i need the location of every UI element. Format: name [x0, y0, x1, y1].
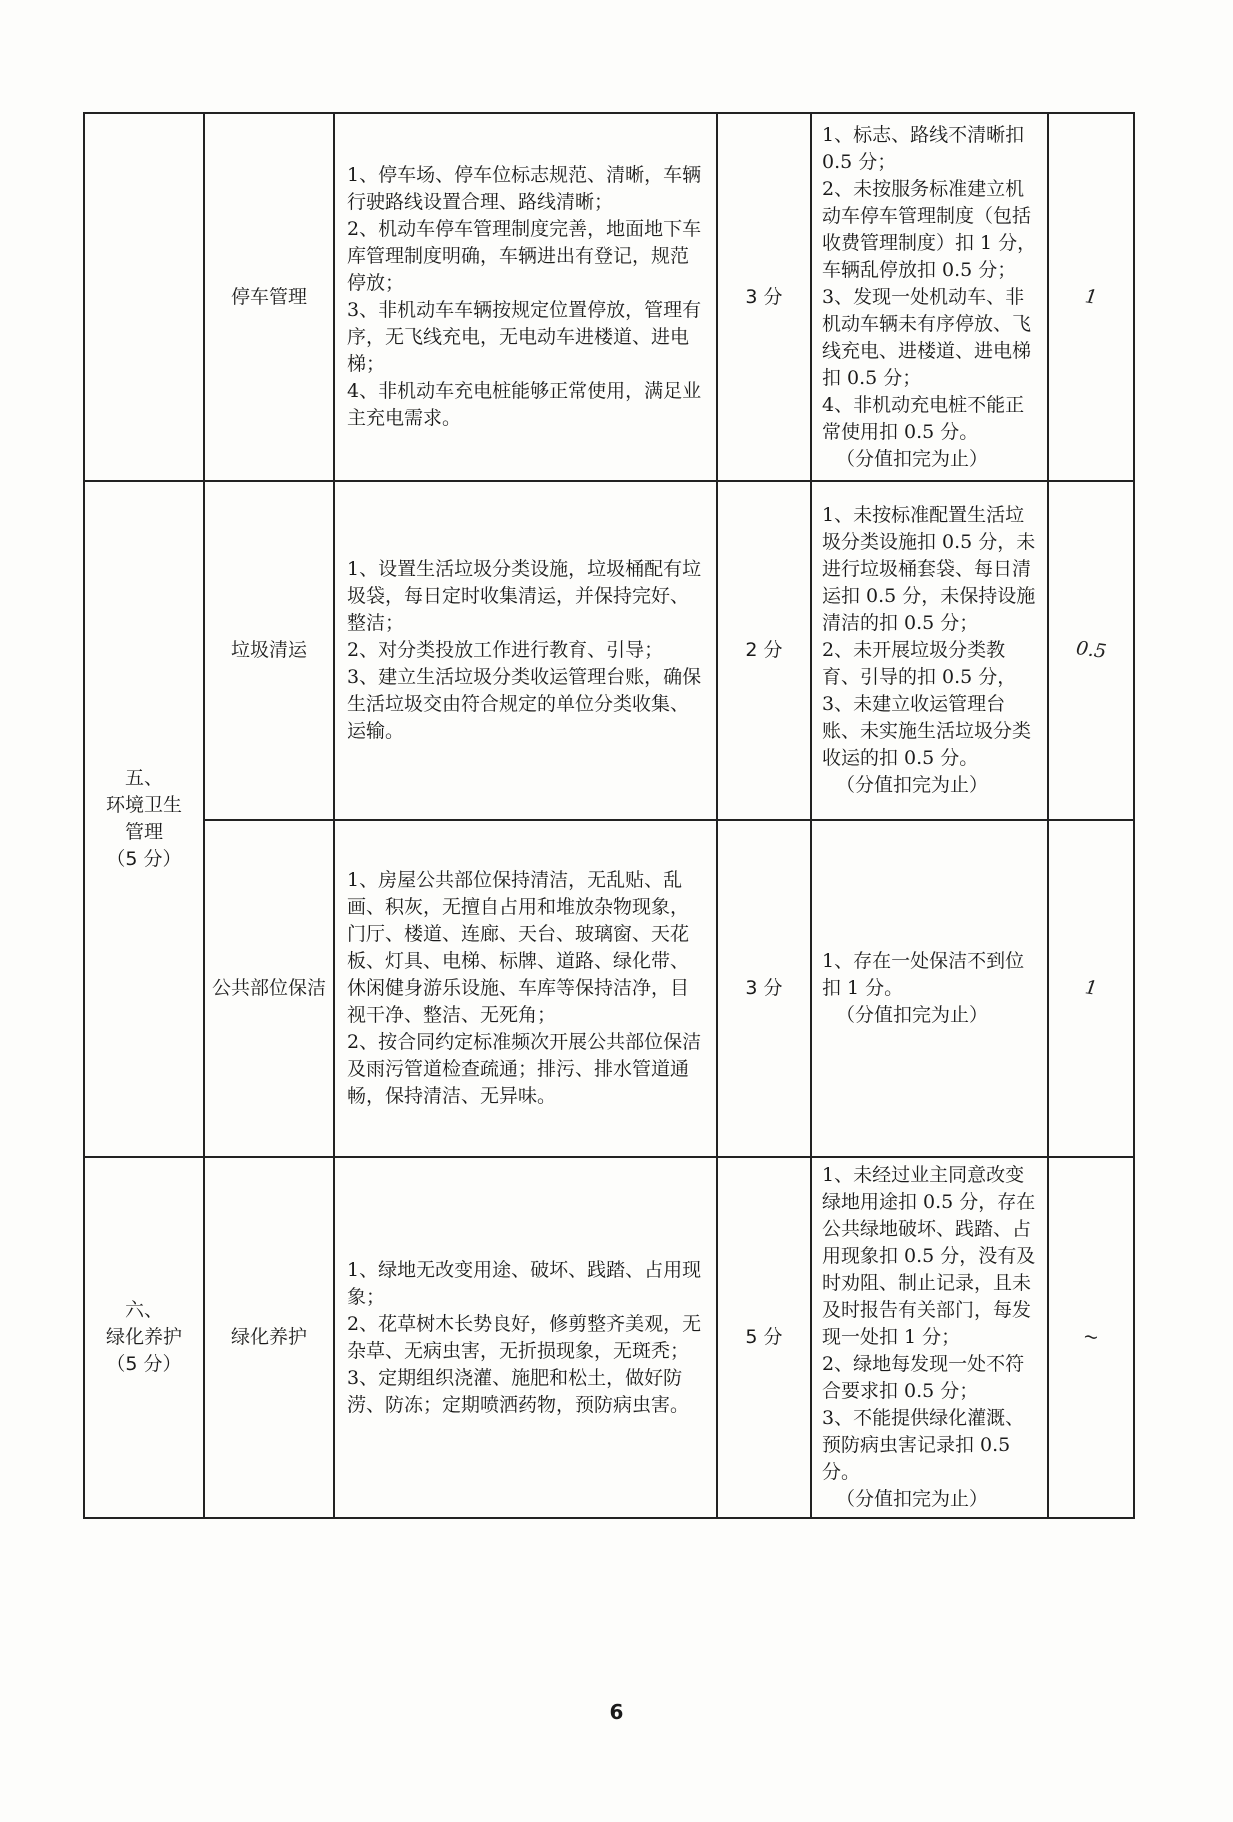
handwritten-score: 1	[1048, 820, 1134, 1157]
item-name: 停车管理	[204, 113, 334, 481]
category-points: （5 分）	[106, 848, 182, 870]
deduction-line: 1、标志、路线不清晰扣 0.5 分；	[822, 123, 1025, 173]
item-name: 绿化养护	[204, 1157, 334, 1518]
standard-line: 2、花草树木长势良好，修剪整齐美观，无杂草、无病虫害，无折损现象，无斑秃；	[347, 1312, 702, 1362]
category-name: 绿化养护	[105, 1326, 182, 1348]
item-name: 公共部位保洁	[204, 820, 334, 1157]
standard-line: 2、机动车停车管理制度完善，地面地下车库管理制度明确，车辆进出有登记，规范停放；	[347, 218, 702, 294]
deduction-line: 3、未建立收运管理台账、未实施生活垃圾分类收运的扣 0.5 分。	[822, 693, 1032, 769]
deduction-note: （分值扣完为止）	[836, 774, 989, 796]
deduction-cell	[811, 481, 1048, 820]
standard-cell	[334, 481, 717, 820]
table-row	[84, 820, 1134, 1157]
deduction-note: （分值扣完为止）	[836, 447, 989, 470]
deduction-line: 1、未经过业主同意改变绿地用途扣 0.5 分，存在公共绿地破坏、践踏、占用现象扣 0.5 分，没有及时劝阻、制止记录，且未及时报告有关部门，每发现一处扣 1 分；	[822, 1164, 1036, 1348]
deduction-cell	[811, 113, 1048, 481]
page-number: 6	[609, 1700, 624, 1724]
deduction-line: 4、非机动充电桩不能正常使用扣 0.5 分。	[822, 393, 1025, 443]
deduction-line: 2、绿地每发现一处不符合要求扣 0.5 分；	[822, 1353, 1025, 1402]
category-number: 六、	[124, 1299, 163, 1321]
points-cell: 3 分	[717, 113, 811, 481]
category-cell-greening	[84, 1157, 204, 1518]
standard-line: 1、停车场、停车位标志规范、清晰，车辆行驶路线设置合理、路线清晰；	[347, 164, 702, 213]
standard-cell	[334, 820, 717, 1157]
points-cell: 2 分	[717, 481, 811, 820]
standard-line: 3、定期组织浇灌、施肥和松土，做好防涝、防冻；定期喷洒药物，预防病虫害。	[347, 1366, 690, 1416]
standard-line: 1、设置生活垃圾分类设施，垃圾桶配有垃圾袋，每日定时收集清运，并保持完好、整洁；	[347, 558, 702, 634]
scoring-table	[83, 112, 1135, 1519]
deduction-line: 2、未按服务标准建立机动车停车管理制度（包括收费管理制度）扣 1 分，车辆乱停放扣 0.5 分；	[822, 177, 1037, 281]
deduction-line: 3、发现一处机动车、非机动车辆未有序停放、飞线充电、进楼道、进电梯扣 0.5 分；	[822, 285, 1032, 389]
points-cell: 5 分	[717, 1157, 811, 1518]
deduction-line: 2、未开展垃圾分类教育、引导的扣 0.5 分，	[822, 639, 1017, 688]
item-name: 垃圾清运	[204, 481, 334, 820]
category-cell-empty	[84, 113, 204, 481]
points-cell: 3 分	[717, 820, 811, 1157]
table-row	[84, 481, 1134, 820]
deduction-cell	[811, 1157, 1048, 1518]
handwritten-score: 0.5	[1048, 481, 1134, 820]
category-name: 环境卫生	[105, 794, 182, 816]
handwritten-score: ~	[1048, 1157, 1134, 1518]
handwritten-score: 1	[1048, 113, 1134, 481]
standard-line: 1、房屋公共部位保持清洁，无乱贴、乱画、积灰，无擅自占用和堆放杂物现象，门厅、楼道、连廊、天台、玻璃窗、天花板、灯具、电梯、标牌、道路、绿化带、休闲健身游乐设施、车库等保持洁净，目视干净、整洁、无死角；	[347, 869, 690, 1026]
category-cell-environment	[84, 481, 204, 1157]
standard-cell	[334, 113, 717, 481]
category-number: 五、	[124, 767, 163, 789]
deduction-note: （分值扣完为止）	[836, 1004, 989, 1026]
table-row	[84, 1157, 1134, 1518]
standard-line: 2、对分类投放工作进行教育、引导；	[347, 639, 664, 661]
deduction-line: 3、不能提供绿化灌溉、预防病虫害记录扣 0.5 分。	[822, 1407, 1025, 1483]
category-points: （5 分）	[106, 1353, 182, 1375]
standard-line: 4、非机动车充电桩能够正常使用，满足业主充电需求。	[347, 380, 702, 429]
standard-line: 2、按合同约定标准频次开展公共部位保洁及雨污管道检查疏通；排污、排水管道通畅，保持清洁、无异味。	[347, 1031, 702, 1107]
deduction-note: （分值扣完为止）	[836, 1488, 989, 1510]
standard-line: 3、非机动车车辆按规定位置停放，管理有序，无飞线充电，无电动车进楼道、进电梯；	[347, 299, 702, 375]
table-row	[84, 113, 1134, 481]
standard-cell	[334, 1157, 717, 1518]
deduction-cell	[811, 820, 1048, 1157]
deduction-line: 1、存在一处保洁不到位扣 1 分。	[822, 950, 1025, 999]
standard-line: 1、绿地无改变用途、破坏、践踏、占用现象；	[347, 1258, 702, 1308]
standard-line: 3、建立生活垃圾分类收运管理台账，确保生活垃圾交由符合规定的单位分类收集、运输。	[347, 666, 702, 742]
category-name: 管理	[124, 821, 163, 843]
deduction-line: 1、未按标准配置生活垃圾分类设施扣 0.5 分，未进行垃圾桶套袋、每日清运扣 0.5 分，未保持设施清洁的扣 0.5 分；	[822, 504, 1036, 634]
